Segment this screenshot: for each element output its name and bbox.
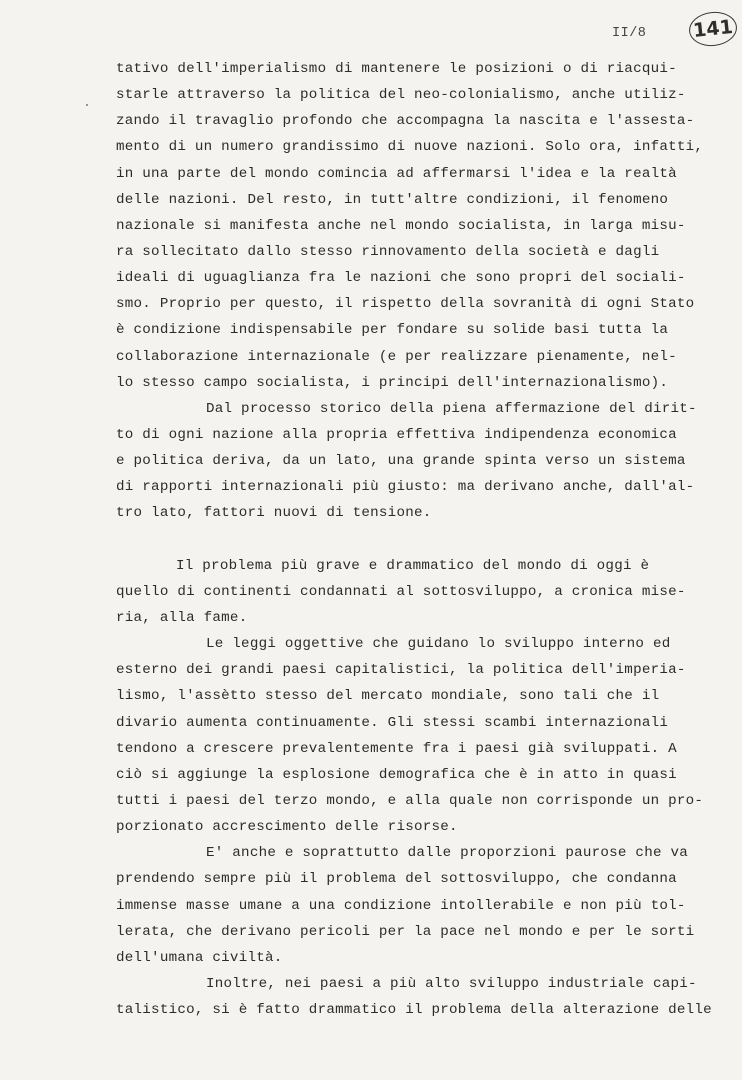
paragraph bbox=[116, 971, 712, 1023]
text-line: tativo dell'imperialismo di mantenere le posizioni o di riacqui- bbox=[116, 61, 677, 77]
text-line: è condizione indispensabile per fondare su solide basi tutta la bbox=[116, 322, 669, 339]
paragraph bbox=[116, 553, 712, 631]
section-gap bbox=[116, 527, 712, 553]
text-line: to di ogni nazione alla propria effettiva indipendenza economica bbox=[116, 426, 677, 443]
text-line: E' anche e soprattutto dalle proporzioni paurose che va bbox=[206, 845, 689, 862]
text-line: lo stesso campo socialista, i principi dell'internazionalismo). bbox=[116, 374, 669, 391]
text-line: ra sollecitato dallo stesso rinnovamento della società e dagli bbox=[116, 243, 660, 260]
paragraph bbox=[116, 56, 712, 396]
text-line: in una parte del mondo comincia ad affermarsi l'idea e la realtà bbox=[116, 165, 677, 182]
text-line: smo. Proprio per questo, il rispetto della sovranità di ogni Stato bbox=[116, 296, 695, 313]
page-code: II/8 bbox=[612, 26, 647, 41]
text-line: divario aumenta continuamente. Gli stessi scambi internazionali bbox=[116, 714, 669, 731]
text-line: ria, alla fame. bbox=[116, 609, 248, 626]
text-line: dell'umana civiltà. bbox=[116, 949, 283, 966]
text-line: tro lato, fattori nuovi di tensione. bbox=[116, 505, 432, 522]
text-line: lerata, che derivano pericoli per la pace nel mondo e per le sorti bbox=[116, 923, 695, 940]
paragraph bbox=[116, 840, 712, 971]
text-line: immense masse umane a una condizione intollerabile e non più tol- bbox=[116, 897, 686, 914]
text-line: zando il travaglio profondo che accompagna la nascita e l'assesta- bbox=[116, 113, 695, 130]
body-text bbox=[116, 56, 712, 1023]
text-line: ideali di uguaglianza fra le nazioni che sono propri del sociali- bbox=[116, 270, 686, 287]
text-line: tendono a crescere prevalentemente fra i paesi già sviluppati. A bbox=[116, 740, 677, 757]
paragraph bbox=[116, 396, 712, 527]
page-number-stamp: 141 bbox=[687, 10, 738, 49]
text-line: Le leggi oggettive che guidano lo sviluppo interno ed bbox=[206, 636, 671, 653]
text-line: Inoltre, nei paesi a più alto sviluppo industriale capi- bbox=[206, 975, 697, 992]
text-line: lismo, l'assètto stesso del mercato mondiale, sono tali che il bbox=[116, 688, 660, 705]
text-line: porzionato accrescimento delle risorse. bbox=[116, 819, 458, 836]
text-line: tutti i paesi del terzo mondo, e alla quale non corrisponde un pro- bbox=[116, 792, 704, 809]
text-line: Il problema più grave e drammatico del mondo di oggi è bbox=[176, 557, 650, 574]
text-line: ciò si aggiunge la esplosione demografica che è in atto in quasi bbox=[116, 766, 677, 783]
text-line: starle attraverso la politica del neo-colonialismo, anche utiliz- bbox=[116, 87, 686, 104]
text-line: delle nazioni. Del resto, in tutt'altre condizioni, il fenomeno bbox=[116, 191, 669, 208]
text-line: quello di continenti condannati al sottosviluppo, a cronica mise- bbox=[116, 583, 686, 600]
margin-mark bbox=[86, 104, 88, 106]
text-line: nazionale si manifesta anche nel mondo socialista, in larga misu- bbox=[116, 217, 686, 234]
paragraph bbox=[116, 631, 712, 840]
text-line: Dal processo storico della piena affermazione del dirit- bbox=[206, 400, 697, 417]
text-line: collaborazione internazionale (e per realizzare pienamente, nel- bbox=[116, 348, 677, 365]
text-line: di rapporti internazionali più giusto: ma derivano anche, dall'al- bbox=[116, 479, 695, 496]
text-line: talistico, si è fatto drammatico il problema della alterazione delle bbox=[116, 1002, 712, 1019]
text-line: mento di un numero grandissimo di nuove nazioni. Solo ora, infatti, bbox=[116, 139, 704, 156]
text-line: e politica deriva, da un lato, una grande spinta verso un sistema bbox=[116, 453, 686, 470]
text-line: prendendo sempre più il problema del sottosviluppo, che condanna bbox=[116, 871, 677, 888]
text-line: esterno dei grandi paesi capitalistici, la politica dell'imperia- bbox=[116, 662, 686, 679]
